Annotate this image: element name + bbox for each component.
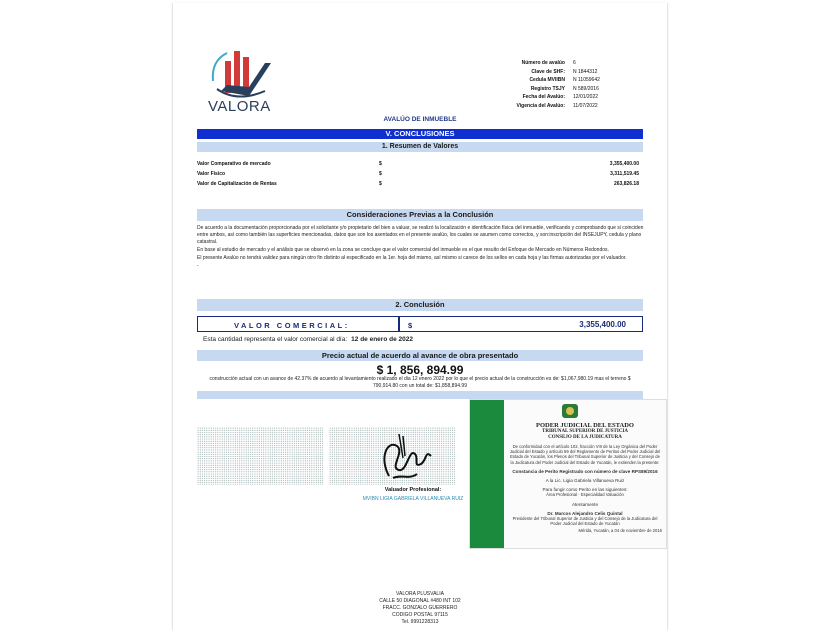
- meta-row: Cedula MVIIBN N 11059642: [529, 77, 600, 84]
- certificate-atentamente: Atentamente: [571, 501, 599, 507]
- document-meta: [493, 59, 621, 110]
- certificate-content: [508, 404, 662, 534]
- section-title: V. CONCLUSIONES: [197, 129, 643, 139]
- paragraph: De acuerdo a la documentación proporcionada por el solicitante y/o propietario del bien a valuar, se realizó la localización e identificación física del inmueble, verificando y comprobando que si coinciden entre ambos, así como también las superficies mencionadas, datos que son los asentados en el presente avalúo, los cuales se asumen como correctos, y son:inscripción del INSEJUPY, cedula y plano catastral.: [197, 225, 644, 245]
- divider: [398, 317, 400, 331]
- paragraph: -: [197, 263, 199, 269]
- valor-comercial-box: [197, 316, 643, 332]
- certificate-stripe: [470, 400, 504, 548]
- paragraph: El presente Avalúo no tendrá validez para ningún otro fin distinto al especificado en la 1er. hoja del mismo, así mismo si carece de los sellos en cada hoja y las firmas autorizadas por el valuador.: [197, 255, 627, 261]
- footer-line: CODIGO POSTAL 97115: [392, 612, 448, 618]
- certificate-signer: Dr. Marcos Alejandro Celis Quintal: [547, 510, 623, 516]
- stamp-placeholder: [197, 427, 323, 485]
- certificate-recipient: A la Lic. Ligia Gabriela Villanueva Ruiz: [545, 478, 625, 484]
- certificate-signer-role: Presidente del Tribunal Superior de Justicia y del Consejo de la Judicatura del Poder Judicial del Estado de Yucatán: [512, 516, 658, 527]
- value-row: Valor de Capitalización de Rentas $ 263,826.18: [197, 181, 639, 187]
- valor-date: 12 de enero de 2022: [351, 336, 413, 343]
- certificate-title: PODER JUDICIAL DEL ESTADO: [536, 422, 634, 429]
- meta-row: Clave de SHF: N 1844312: [531, 68, 598, 75]
- signature-icon: [359, 428, 439, 486]
- footer-line: FRACC. GONZALO GUERRERO: [382, 605, 458, 611]
- document-page: [172, 3, 668, 630]
- certificate-subtitle: CONSEJO DE LA JUDICATURA: [548, 435, 622, 440]
- precio-title: Precio actual de acuerdo al avance de obra presentado: [197, 350, 643, 361]
- paragraph: En base al estudio de mercado y el análisis que se observó en la zona se concluye que el valor comercial del inmueble es el que resulto del Enfoque de Mercado en Números Redondos.: [197, 247, 609, 253]
- logo-wordmark: VALORA: [208, 98, 271, 115]
- certificate-image: [469, 399, 667, 549]
- valor-comercial-amount: 3,355,400.00: [579, 320, 626, 329]
- valuador-name: MVIBN LIGIA GABRIELA VILLANUEVA RUIZ: [362, 496, 464, 502]
- certificate-body: De conformidad con el artículo 102, fracción VIII de la Ley Orgánica del Poder Judicial del Estado y artículo 59 del Reglamento de Peritos del Poder Judicial del Estado de Yucatán, los Plenos del Tribunal Superior de Justicia y del Consejo de la Judicatura del Poder Judicial del Estado de Yucatán, le extienden la presente:: [509, 444, 661, 465]
- meta-row: Registro TSJY N 589/2016: [530, 85, 599, 92]
- section-divider-bar: [197, 391, 643, 399]
- document-title: AVALÚO DE INMUEBLE: [383, 116, 457, 123]
- footer-line: Tel. 9991228313: [401, 619, 439, 625]
- certificate-area: Área Profesional · Especialidad Valuación: [546, 492, 624, 498]
- certificate-place-date: Mérida, Yucatán, a 04 de noviembre de 2016: [578, 528, 662, 534]
- footer-address: [173, 591, 667, 626]
- certificate-constancia: Constancia de Perito Registrado con número de clave RPS89/2016: [512, 468, 658, 474]
- conclusion-title: 2. Conclusión: [197, 299, 643, 311]
- footer-line: VALORA PLUSVALIA: [396, 591, 444, 597]
- value-row: Valor Físico $ 3,311,519.45: [197, 171, 639, 177]
- certificate-subtitle: TRIBUNAL SUPERIOR DE JUSTICIA: [542, 429, 628, 434]
- valor-comercial-label: VALOR COMERCIAL:: [234, 321, 350, 330]
- meta-row: Vigencia del Avalúo: 11/07/2022: [516, 102, 598, 109]
- consideraciones-title: Consideraciones Previas a la Conclusión: [197, 209, 643, 221]
- value-row: Valor Comparativo de mercado $ 3,355,400.00: [197, 161, 639, 167]
- meta-row: Fecha del Avalúo: 12/01/2022: [522, 94, 599, 101]
- meta-row: Número de avalúo 6: [521, 60, 576, 67]
- resumen-title: 1. Resumen de Valores: [197, 142, 643, 152]
- valuador-title: Valuador Profesional:: [384, 487, 442, 493]
- valor-date-line: Esta cantidad representa el valor comercial al día: 12 de enero de 2022: [203, 336, 413, 343]
- consideraciones-text: [197, 225, 645, 271]
- values-summary: [197, 159, 643, 189]
- footer-line: CALLE 50 DIAGONAL #480 INT 102: [379, 598, 461, 604]
- certificate-fungir: Para fungir como Perito en las siguientes:: [542, 487, 628, 493]
- precio-amount: $ 1, 856, 894.99: [376, 363, 464, 377]
- precio-description: construcción actual con un avance de 42.37% de acuerdo al levantamiento realizado el dia 12 enero 2022 por lo que el precio actual de la construcción es de: $1,067,980.19 mas el terreno $ 790,914.80 con un total de: $1,858,894.99: [209, 376, 631, 389]
- valor-comercial-currency: $: [408, 321, 413, 330]
